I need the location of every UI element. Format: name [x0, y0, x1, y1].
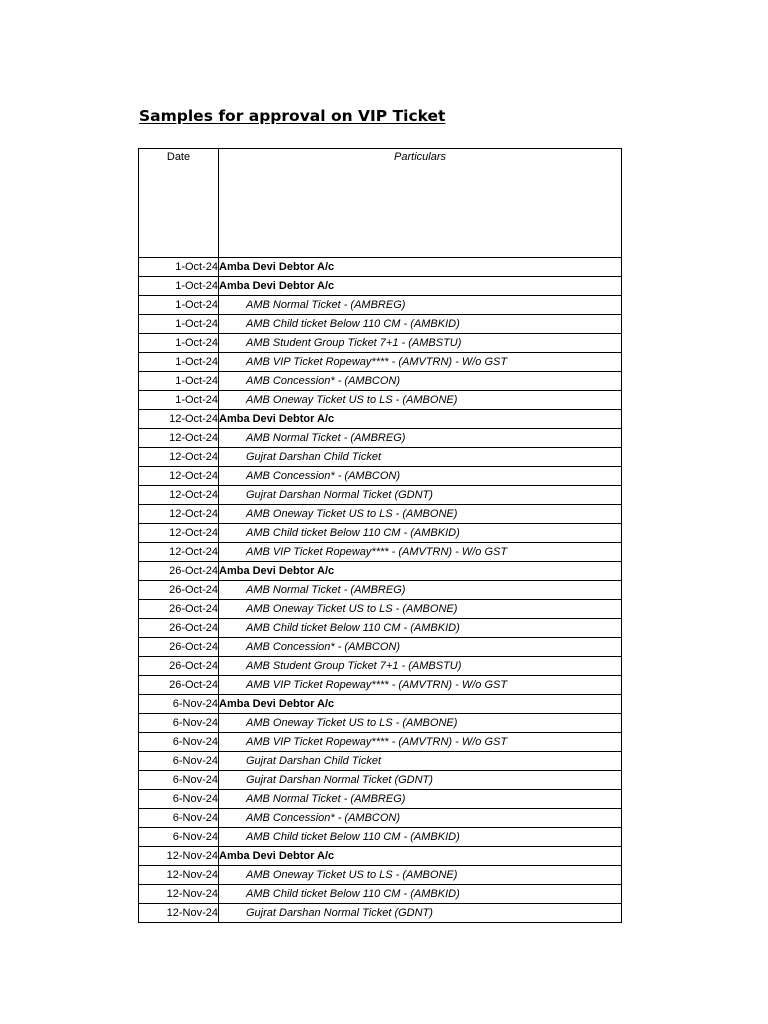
row-date-cell: 26-Oct-24	[139, 676, 219, 695]
row-particulars-cell: Amba Devi Debtor A/c	[219, 277, 622, 296]
document-title: Samples for approval on VIP Ticket	[139, 107, 446, 125]
row-date-cell: 1-Oct-24	[139, 372, 219, 391]
row-date-cell: 12-Oct-24	[139, 448, 219, 467]
row-particulars-cell: AMB Normal Ticket - (AMBREG)	[219, 581, 622, 600]
row-particulars-cell: AMB Concession* - (AMBCON)	[219, 372, 622, 391]
row-date-cell: 1-Oct-24	[139, 334, 219, 353]
row-date-cell: 1-Oct-24	[139, 258, 219, 277]
row-particulars-cell: Gujrat Darshan Child Ticket	[219, 448, 622, 467]
row-particulars-cell: Amba Devi Debtor A/c	[219, 258, 622, 277]
row-date-cell: 12-Oct-24	[139, 505, 219, 524]
row-particulars-cell: AMB Oneway Ticket US to LS - (AMBONE)	[219, 866, 622, 885]
ticket-row	[139, 467, 622, 486]
row-particulars-cell: Gujrat Darshan Normal Ticket (GDNT)	[219, 771, 622, 790]
ticket-row	[139, 543, 622, 562]
row-date-cell: 26-Oct-24	[139, 638, 219, 657]
row-date-cell: 12-Oct-24	[139, 410, 219, 429]
row-date-cell: 12-Nov-24	[139, 866, 219, 885]
row-date-cell: 26-Oct-24	[139, 657, 219, 676]
ticket-row	[139, 505, 622, 524]
row-date-cell: 6-Nov-24	[139, 714, 219, 733]
ticket-row	[139, 448, 622, 467]
debtor-row	[139, 410, 622, 429]
ticket-row	[139, 486, 622, 505]
row-particulars-cell: AMB Concession* - (AMBCON)	[219, 809, 622, 828]
row-particulars-cell: AMB Child ticket Below 110 CM - (AMBKID)	[219, 885, 622, 904]
row-date-cell: 6-Nov-24	[139, 790, 219, 809]
row-date-cell: 12-Nov-24	[139, 847, 219, 866]
ticket-row	[139, 619, 622, 638]
row-date-cell: 12-Oct-24	[139, 486, 219, 505]
debtor-row	[139, 277, 622, 296]
row-date-cell: 26-Oct-24	[139, 562, 219, 581]
row-particulars-cell: AMB VIP Ticket Ropeway**** - (AMVTRN) - W/o GST	[219, 353, 622, 372]
row-date-cell: 6-Nov-24	[139, 695, 219, 714]
ticket-row	[139, 790, 622, 809]
row-date-cell: 6-Nov-24	[139, 752, 219, 771]
ticket-row	[139, 866, 622, 885]
ticket-row	[139, 809, 622, 828]
debtor-row	[139, 847, 622, 866]
row-date-cell: 1-Oct-24	[139, 315, 219, 334]
row-particulars-cell: Amba Devi Debtor A/c	[219, 562, 622, 581]
row-date-cell: 1-Oct-24	[139, 353, 219, 372]
ticket-row	[139, 752, 622, 771]
ticket-row	[139, 334, 622, 353]
row-particulars-cell: AMB Oneway Ticket US to LS - (AMBONE)	[219, 505, 622, 524]
column-header-particulars: Particulars	[219, 149, 622, 258]
vip-ticket-samples-table	[138, 148, 622, 923]
ticket-row	[139, 296, 622, 315]
ticket-row	[139, 657, 622, 676]
row-particulars-cell: AMB Oneway Ticket US to LS - (AMBONE)	[219, 391, 622, 410]
row-date-cell: 12-Oct-24	[139, 524, 219, 543]
row-date-cell: 12-Oct-24	[139, 467, 219, 486]
ticket-row	[139, 904, 622, 923]
ticket-row	[139, 600, 622, 619]
row-date-cell: 1-Oct-24	[139, 277, 219, 296]
row-date-cell: 12-Oct-24	[139, 429, 219, 448]
row-date-cell: 1-Oct-24	[139, 391, 219, 410]
ticket-row	[139, 714, 622, 733]
ticket-row	[139, 524, 622, 543]
row-date-cell: 1-Oct-24	[139, 296, 219, 315]
row-particulars-cell: Amba Devi Debtor A/c	[219, 410, 622, 429]
row-date-cell: 26-Oct-24	[139, 581, 219, 600]
ticket-row	[139, 771, 622, 790]
row-particulars-cell: AMB Normal Ticket - (AMBREG)	[219, 790, 622, 809]
row-particulars-cell: AMB Concession* - (AMBCON)	[219, 467, 622, 486]
ticket-row	[139, 315, 622, 334]
row-particulars-cell: AMB Child ticket Below 110 CM - (AMBKID)	[219, 315, 622, 334]
row-particulars-cell: AMB Concession* - (AMBCON)	[219, 638, 622, 657]
row-date-cell: 6-Nov-24	[139, 733, 219, 752]
ticket-row	[139, 638, 622, 657]
debtor-row	[139, 562, 622, 581]
ticket-row	[139, 391, 622, 410]
row-particulars-cell: AMB Student Group Ticket 7+1 - (AMBSTU)	[219, 657, 622, 676]
row-particulars-cell: AMB Child ticket Below 110 CM - (AMBKID)	[219, 524, 622, 543]
row-date-cell: 12-Oct-24	[139, 543, 219, 562]
row-date-cell: 6-Nov-24	[139, 809, 219, 828]
row-particulars-cell: AMB Oneway Ticket US to LS - (AMBONE)	[219, 600, 622, 619]
row-particulars-cell: AMB Oneway Ticket US to LS - (AMBONE)	[219, 714, 622, 733]
column-header-date: Date	[139, 149, 219, 258]
ticket-row	[139, 581, 622, 600]
row-particulars-cell: AMB Normal Ticket - (AMBREG)	[219, 429, 622, 448]
row-date-cell: 6-Nov-24	[139, 828, 219, 847]
row-particulars-cell: AMB VIP Ticket Ropeway**** - (AMVTRN) - W/o GST	[219, 676, 622, 695]
row-particulars-cell: AMB Student Group Ticket 7+1 - (AMBSTU)	[219, 334, 622, 353]
row-particulars-cell: Amba Devi Debtor A/c	[219, 847, 622, 866]
row-particulars-cell: AMB Child ticket Below 110 CM - (AMBKID)	[219, 619, 622, 638]
row-date-cell: 12-Nov-24	[139, 885, 219, 904]
table-header-row	[139, 149, 622, 258]
table-body	[139, 258, 622, 923]
row-particulars-cell: AMB VIP Ticket Ropeway**** - (AMVTRN) - W/o GST	[219, 543, 622, 562]
row-date-cell: 26-Oct-24	[139, 600, 219, 619]
row-date-cell: 12-Nov-24	[139, 904, 219, 923]
row-particulars-cell: AMB Normal Ticket - (AMBREG)	[219, 296, 622, 315]
ticket-row	[139, 353, 622, 372]
row-particulars-cell: Gujrat Darshan Normal Ticket (GDNT)	[219, 904, 622, 923]
ticket-row	[139, 676, 622, 695]
row-particulars-cell: AMB VIP Ticket Ropeway**** - (AMVTRN) - W/o GST	[219, 733, 622, 752]
row-particulars-cell: Gujrat Darshan Normal Ticket (GDNT)	[219, 486, 622, 505]
ticket-row	[139, 733, 622, 752]
row-particulars-cell: AMB Child ticket Below 110 CM - (AMBKID)	[219, 828, 622, 847]
ticket-row	[139, 429, 622, 448]
row-date-cell: 26-Oct-24	[139, 619, 219, 638]
ticket-row	[139, 372, 622, 391]
ticket-row	[139, 828, 622, 847]
ticket-row	[139, 885, 622, 904]
row-particulars-cell: Gujrat Darshan Child Ticket	[219, 752, 622, 771]
row-date-cell: 6-Nov-24	[139, 771, 219, 790]
row-particulars-cell: Amba Devi Debtor A/c	[219, 695, 622, 714]
debtor-row	[139, 258, 622, 277]
debtor-row	[139, 695, 622, 714]
